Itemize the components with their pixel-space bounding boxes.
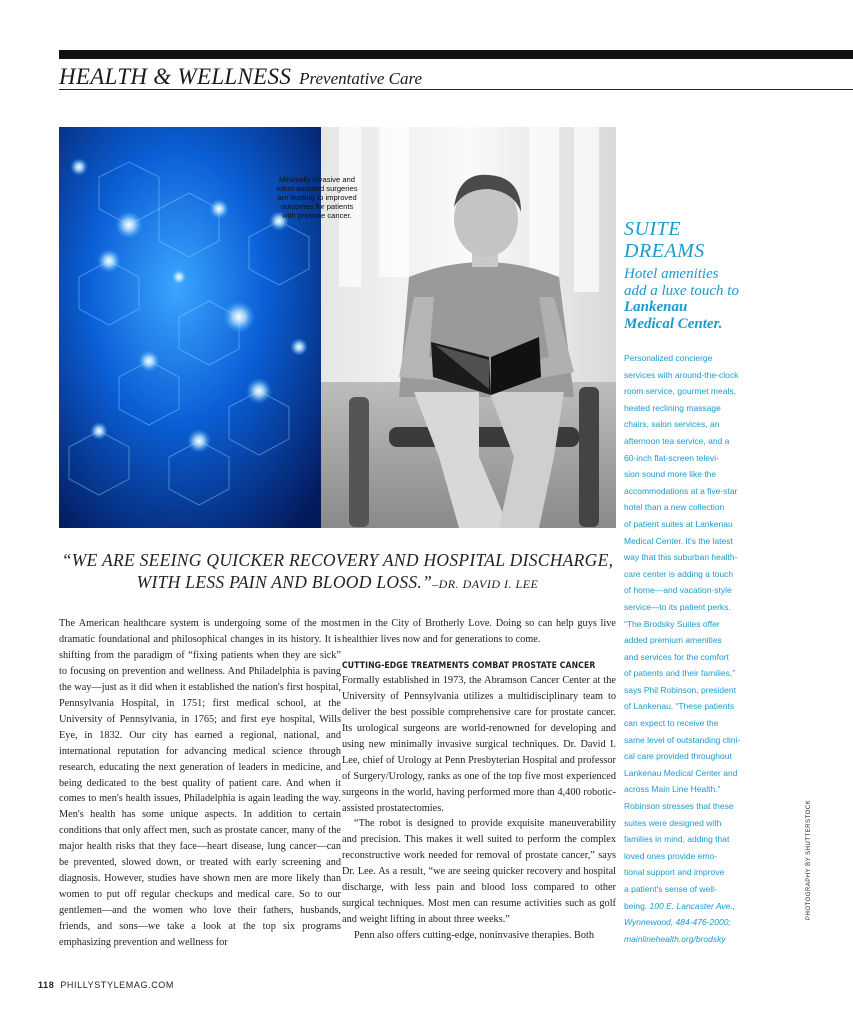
sidebar-last-word: being. <box>624 900 648 911</box>
article-paragraph: “The robot is designed to provide exquisite maneuverability and precision. This makes it well suited to perform the complex reconstructive work needed for removal of prostate cancer,” says Dr. Lee. As a result, “we are seeing quicker recovery and hospital discharge, with less pain and blood loss compared to other surgical techniques. Most men can resume activities such as golf and weight lifting in about three weeks.” <box>342 818 616 926</box>
sidebar-line: Robinson stresses that these <box>624 801 734 812</box>
sidebar-title-line1: SUITE <box>624 218 681 240</box>
section-title: HEALTH & WELLNESS <box>59 64 292 89</box>
sidebar-line: a patient's sense of well- <box>624 884 717 894</box>
sidebar-line: Medical Center. It's the latest <box>624 535 733 546</box>
pull-quote-line2: WITH LESS PAIN AND BLOOD LOSS.” <box>136 572 433 592</box>
sidebar-line: Personalized concierge <box>624 353 713 363</box>
top-rule-bar <box>59 50 853 59</box>
page-footer <box>38 980 174 990</box>
sidebar-line: heated reclining massage <box>624 402 721 413</box>
sidebar-line: suites were designed with <box>624 817 722 828</box>
sidebar-line: chairs, salon services, an <box>624 419 720 430</box>
sidebar-line: accommodations at a five-star <box>624 485 738 496</box>
sidebar-line: says Phil Robinson, president <box>624 684 736 695</box>
article-column-1 <box>59 616 341 951</box>
sidebar-line: sion sound more like the <box>624 469 717 480</box>
header-rule <box>59 89 853 90</box>
sidebar-line: across Main Line Health.” <box>624 784 721 795</box>
article-paragraph: Formally established in 1973, the Abramson Cancer Center at the University of Pennsylvania utilizes a multidisciplinary team to deliver the best possible comprehensive care for prostate cancer. Its urological surgeons are world-renowned for developing and using new minimally invasive surgical techniques. Dr. David I. Lee, chief of Urology at Penn Presbyterian Hospital and professor of Surgery/Urology, ranks as one of the top five most experienced surgeons in the world, having performed more than 4,400 robotic-assisted prostatectomies. <box>342 674 616 814</box>
sidebar-line: service—to its patient perks. <box>624 601 731 612</box>
pull-quote-line1: “WE ARE SEEING QUICKER RECOVERY AND HOSPITAL DISCHARGE, <box>61 550 614 570</box>
sidebar-line: and services for the comfort <box>624 651 729 662</box>
sidebar-line: cal care provided throughout <box>624 751 732 762</box>
sidebar-line: afternoon tea service, and a <box>624 435 730 446</box>
sidebar-line: care center is adding a touch <box>624 568 734 579</box>
sidebar-line: of patients and their families,” <box>624 668 736 679</box>
section-subtitle: Preventative Care <box>299 69 423 88</box>
sidebar-line: tional support and improve <box>624 867 725 878</box>
sidebar-line: hotel than a new collection <box>624 502 725 513</box>
sidebar-line: 60-inch flat-screen televi- <box>624 452 719 463</box>
pull-quote-attribution: –DR. DAVID I. LEE <box>432 577 539 591</box>
sidebar-title-line2: DREAMS <box>624 240 705 262</box>
sidebar-line: can expect to receive the <box>624 718 719 729</box>
sidebar-line: services with around-the-clock <box>624 369 739 380</box>
sidebar-line: “The Brodsky Suites offer <box>624 618 720 629</box>
sidebar-line: added premium amenities <box>624 635 722 646</box>
photo-caption: Minimally invasive and robot-assisted surgeries are leading to improved outcomes for patients with prostate cancer. <box>276 175 358 220</box>
sidebar-deck-bold1: Lankenau <box>624 299 688 315</box>
sidebar-line: room service, gourmet meals, <box>624 386 736 397</box>
article-subhead: CUTTING-EDGE TREATMENTS COMBAT PROSTATE CANCER <box>342 660 596 671</box>
sidebar-deck <box>624 266 774 332</box>
sidebar-line: families in mind, adding that <box>624 834 730 845</box>
site-url: PHILLYSTYLEMAG.COM <box>60 980 174 990</box>
sidebar-header <box>624 218 774 332</box>
article-paragraph: men in the City of Brotherly Love. Doing so can help guys live healthier lives now and for generations to come. <box>342 618 616 645</box>
sidebar-deck-line2: add a luxe touch to <box>624 282 739 299</box>
sidebar-url-link[interactable]: mainlinehealth.org/brodsky <box>624 933 726 944</box>
sidebar-contact-row1 <box>624 898 779 915</box>
sidebar-body <box>624 350 779 947</box>
photo-credit: PHOTOGRAPHY BY SHUTTERSTOCK <box>806 799 812 920</box>
article-column-2 <box>342 616 616 944</box>
sidebar-line: of home—and vacation-style <box>624 585 732 596</box>
pull-quote <box>59 549 616 595</box>
sidebar-address: 100 E. Lancaster Ave., <box>649 900 736 911</box>
sidebar-line: same level of outstanding clini- <box>624 734 741 745</box>
sidebar-phone: Wynnewood, 484-476-2000; <box>624 917 731 928</box>
sidebar-line: way that this suburban health- <box>624 552 738 563</box>
sidebar-deck-bold2: Medical Center. <box>624 315 723 332</box>
section-header <box>59 64 853 90</box>
sidebar-line: of patient suites at Lankenau <box>624 518 733 529</box>
article-paragraph: The American healthcare system is undergoing some of the most dramatic foundational and philosophical changes in its history. It is shifting from the paradigm of “fixing patients when they are sick” to focusing on prevention and wellness. And Philadelphia is paving the way—just as it did when it established the nation's first hospital, Pennsylvania Hospital, in 1751; first medical school, at the University of Pennsylvania, in 1765; and first eye hospital, Wills Eye, in 1832. Our city has earned a regional, national, and international reputation for advancing medical science through research, educating the next generation of leaders in medicine, and being dedicated to the best quality of patient care. And when it comes to men's health issues, Philadelphia is again leading the way. Men's health has some unique aspects. In addition to certain conditions that only affect men, such as prostate cancer, many of the major health risks that they face—heart disease, lung cancer—can be prevented, slowed down, or treated with early screening and diagnosis. However, studies have shown men are more likely than women to put off regular checkups and medical care. So to our gentlemen—and the women who love their fathers, husbands, friends, and sons—we take a look at the top six programs emphasizing prevention and wellness for <box>59 618 341 949</box>
sidebar-line: Lankenau Medical Center and <box>624 767 738 778</box>
sidebar-line: loved ones provide emo- <box>624 850 718 861</box>
article-paragraph: Penn also offers cutting-edge, noninvasive therapies. Both <box>354 930 595 942</box>
page-number: 118 <box>38 980 55 990</box>
sidebar-deck-line1: Hotel amenities <box>624 266 719 282</box>
sidebar-line: of Lankenau. “These patients <box>624 701 735 712</box>
